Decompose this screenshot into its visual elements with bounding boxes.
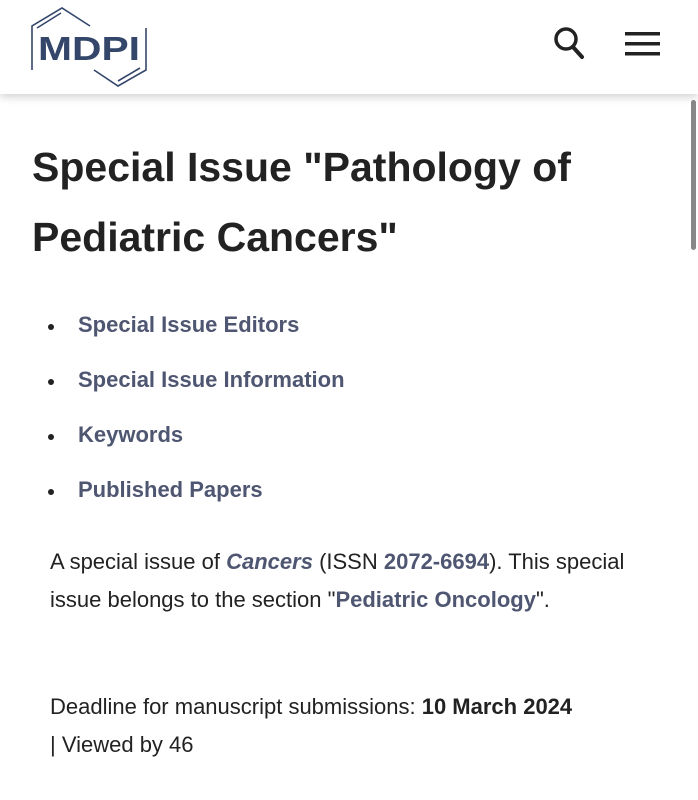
info-text: ". (535, 587, 550, 612)
info-text: ). This special issue belongs to the section " (50, 549, 625, 612)
section-nav (48, 312, 345, 532)
nav-item-keywords[interactable] (48, 422, 345, 477)
info-text: A special issue of (50, 549, 227, 574)
bullet (48, 324, 54, 330)
section-link[interactable]: Pediatric Oncology (335, 587, 536, 612)
page-title: Special Issue "Pathology of Pediatric Cancers" (32, 144, 571, 260)
nav-item-published-papers[interactable] (48, 477, 345, 532)
issn-link[interactable]: 2072-6694 (383, 549, 490, 574)
view-count: | Viewed by 46 (50, 732, 194, 757)
nav-item-information[interactable] (48, 367, 345, 422)
deadline-date: 10 March 2024 (421, 694, 573, 719)
issue-info (50, 543, 660, 619)
svg-text:MDPI: MDPI (38, 30, 140, 67)
bullet (48, 489, 54, 495)
hamburger-menu-icon[interactable] (622, 30, 662, 58)
search-icon[interactable] (550, 24, 590, 64)
info-text: (ISSN (312, 549, 384, 574)
site-header (0, 0, 698, 94)
bullet (48, 434, 54, 440)
nav-link[interactable]: Special Issue Information (78, 367, 345, 392)
nav-link[interactable]: Published Papers (78, 477, 263, 502)
mdpi-logo[interactable] (28, 4, 158, 88)
scrollbar[interactable] (691, 100, 696, 250)
journal-link[interactable]: Cancers (226, 549, 313, 574)
nav-item-editors[interactable] (48, 312, 345, 367)
deadline-info (50, 688, 660, 764)
deadline-label: Deadline for manuscript submissions: (50, 694, 422, 719)
nav-link[interactable]: Special Issue Editors (78, 312, 300, 337)
bullet (48, 379, 54, 385)
nav-link[interactable]: Keywords (78, 422, 184, 447)
